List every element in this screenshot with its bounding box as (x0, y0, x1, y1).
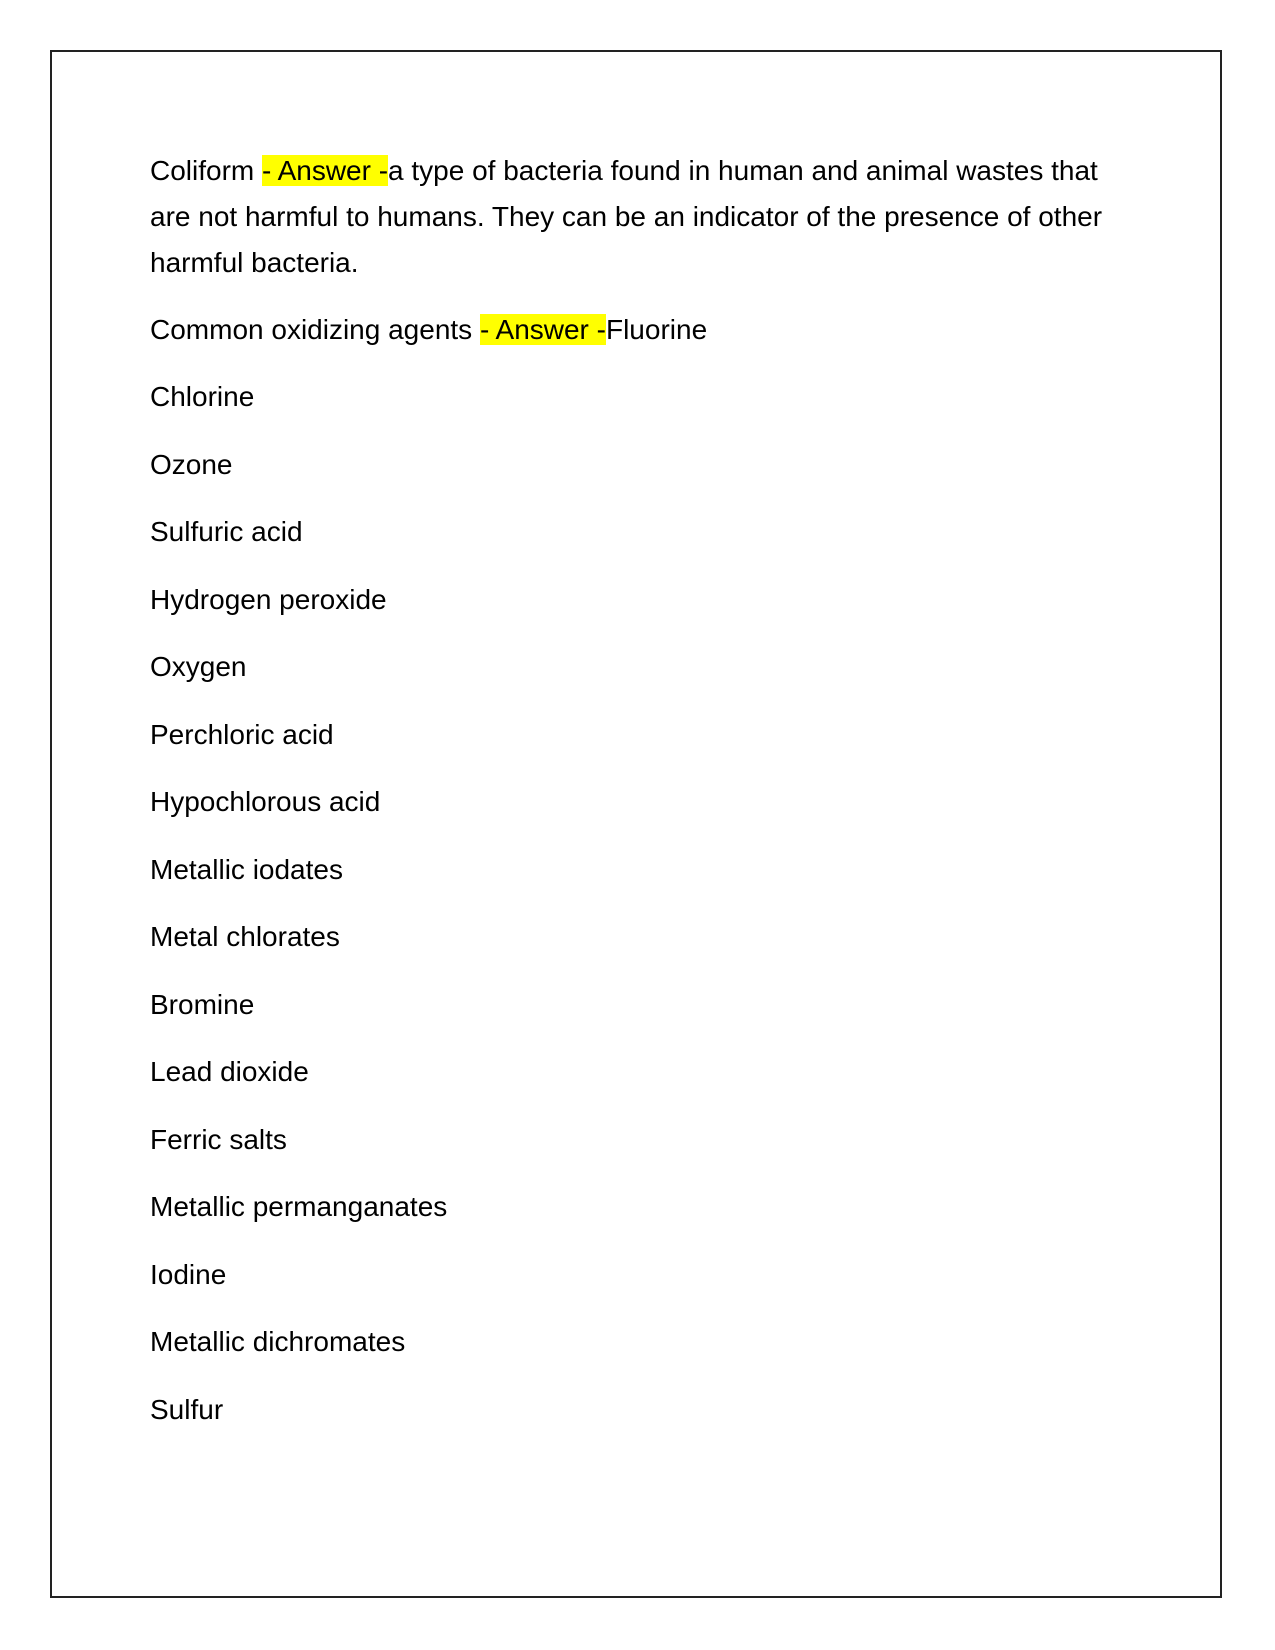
list-item: Perchloric acid (150, 718, 334, 750)
qa-entry-oxidizing-agents (150, 307, 1130, 353)
document-body (150, 148, 1130, 1454)
list-item: Hypochlorous acid (150, 786, 381, 817)
list-item: Metallic iodates (150, 853, 343, 885)
list-item: Oxygen (150, 651, 247, 682)
qa-entry-coliform (150, 148, 1130, 286)
question-term: Common oxidizing agents (150, 314, 480, 345)
list-item: Hydrogen peroxide (150, 583, 387, 615)
answer-marker-highlight: - Answer - (479, 314, 606, 345)
list-item: Ozone (150, 448, 233, 480)
answer-marker-highlight: - Answer - (262, 155, 389, 186)
list-item: Ferric salts (150, 1123, 287, 1155)
list-item: Bromine (150, 988, 255, 1020)
answer-text: a type of bacteria found in human and animal wastes that are not harmful to humans. They can be an indicator of the presence of other harmful bacteria. (150, 155, 1103, 278)
list-item: Sulfur (150, 1393, 224, 1425)
list-item: Metallic permanganates (150, 1191, 448, 1222)
list-item: Sulfuric acid (150, 516, 303, 547)
list-item: Lead dioxide (150, 1056, 309, 1087)
question-term: Coliform (150, 155, 263, 186)
list-item: Metal chlorates (150, 921, 340, 952)
list-item: Chlorine (150, 381, 255, 412)
oxidizing-agents-list (150, 374, 1130, 1433)
list-item: Metallic dichromates (150, 1326, 406, 1357)
answer-text: Fluorine (605, 314, 708, 345)
list-item: Iodine (150, 1258, 227, 1290)
